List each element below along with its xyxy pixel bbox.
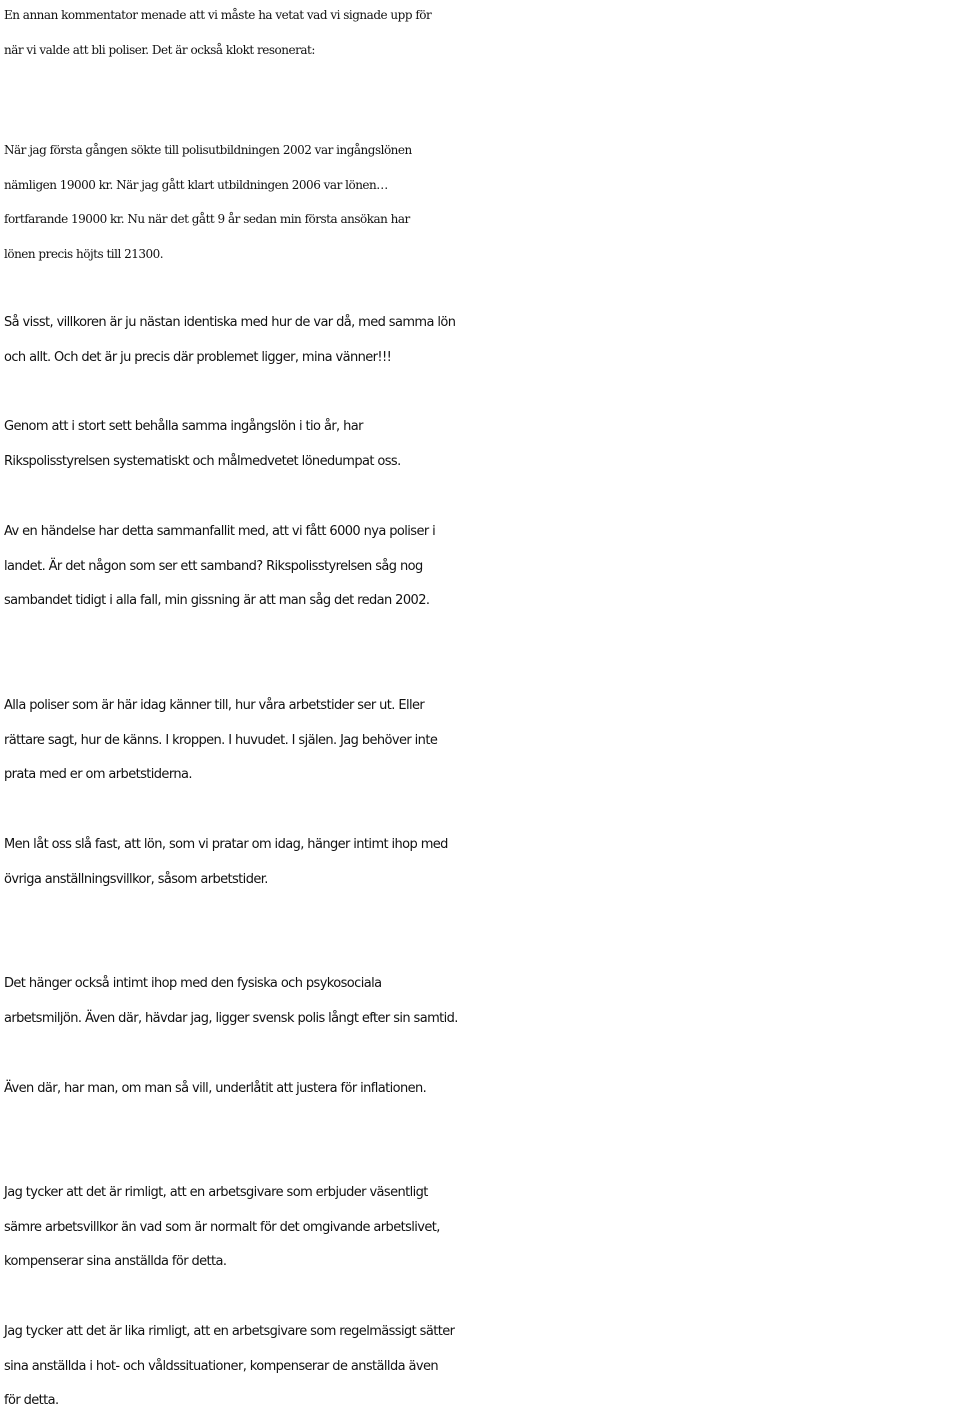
paragraph-line: sina anställda i hot- och våldssituationer, kompenserar de anställda även (4, 1358, 438, 1374)
paragraph-line: Så visst, villkoren är ju nästan identiska med hur de var då, med samma lön (4, 315, 456, 330)
paragraph-line: fortfarande 19000 kr. Nu när det gått 9 år sedan min första ansökan har (4, 212, 410, 227)
paragraph-line: Alla poliser som är här idag känner till, hur våra arbetstider ser ut. Eller (4, 698, 425, 713)
paragraph-line: Det hänger också intimt ihop med den fysiska och psykosociala (4, 976, 382, 991)
paragraph-line: Jag tycker att det är lika rimligt, att en arbetsgivare som regelmässigt sätter (4, 1324, 455, 1339)
paragraph-line: sambandet tidigt i alla fall, min gissning är att man såg det redan 2002. (4, 593, 430, 609)
paragraph-7 (4, 828, 956, 897)
paragraph-line: nämligen 19000 kr. När jag gått klart utbildningen 2006 var lönen… (4, 177, 388, 192)
paragraph-4 (4, 410, 956, 479)
paragraph-3 (4, 306, 956, 375)
paragraph-6 (4, 689, 956, 793)
paragraph-line: Även där, har man, om man så vill, underlåtit att justera för inflationen. (4, 1081, 427, 1096)
paragraph-2 (4, 133, 956, 272)
paragraph-line: Rikspolisstyrelsen systematiskt och målmedvetet lönedumpat oss. (4, 453, 401, 469)
paragraph-line: Av en händelse har detta sammanfallit med, att vi fått 6000 nya poliser i (4, 524, 436, 539)
paragraph-line: för detta. (4, 1393, 59, 1409)
paragraph-line: sämre arbetsvillkor än vad som är normalt för det omgivande arbetslivet, (4, 1219, 440, 1235)
paragraph-line: landet. Är det någon som ser ett samband? Rikspolisstyrelsen såg nog (4, 558, 423, 574)
paragraph-line: Jag tycker att det är rimligt, att en arbetsgivare som erbjuder väsentligt (4, 1185, 428, 1200)
paragraph-11 (4, 1315, 956, 1419)
paragraph-line: kompenserar sina anställda för detta. (4, 1254, 227, 1270)
paragraph-line: prata med er om arbetstiderna. (4, 767, 192, 783)
paragraph-line: lönen precis höjts till 21300. (4, 247, 164, 262)
paragraph-5 (4, 515, 956, 619)
paragraph-line: övriga anställningsvillkor, såsom arbetstider. (4, 871, 268, 887)
paragraph-line: och allt. Och det är ju precis där problemet ligger, mina vänner!!! (4, 349, 392, 365)
paragraph-line: rättare sagt, hur de känns. I kroppen. I huvudet. I själen. Jag behöver inte (4, 732, 438, 748)
paragraph-line: arbetsmiljön. Även där, hävdar jag, ligger svensk polis långt efter sin samtid. (4, 1010, 458, 1026)
paragraph-8 (4, 967, 956, 1036)
paragraph-line: när vi valde att bli poliser. Det är också klokt resonerat: (4, 42, 315, 57)
paragraph-line: När jag första gången sökte till polisutbildningen 2002 var ingångslönen (4, 143, 412, 157)
paragraph-1 (4, 0, 956, 67)
paragraph-10 (4, 1176, 956, 1280)
paragraph-line: Genom att i stort sett behålla samma ingångslön i tio år, har (4, 419, 363, 434)
paragraph-9 (4, 1072, 956, 1107)
paragraph-line: En annan kommentator menade att vi måste ha vetat vad vi signade upp för (4, 8, 432, 22)
paragraph-line: Men låt oss slå fast, att lön, som vi pratar om idag, hänger intimt ihop med (4, 837, 448, 852)
